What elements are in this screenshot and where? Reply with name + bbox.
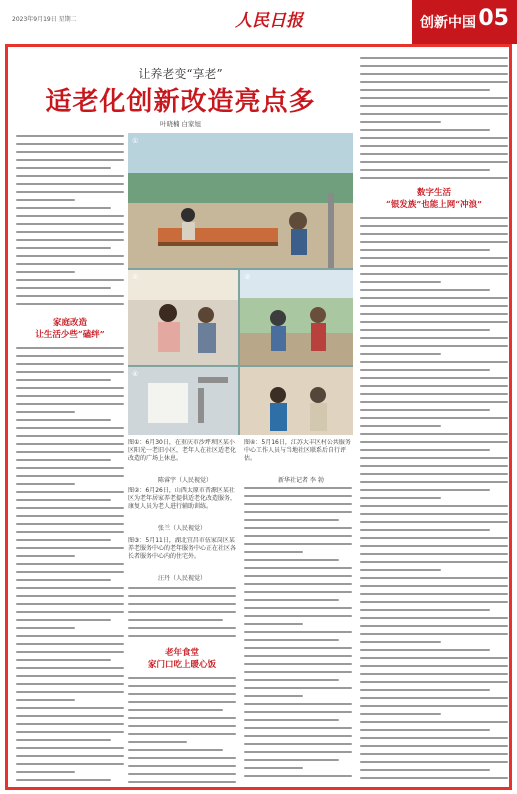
- text-line: [244, 503, 352, 505]
- text-line: [16, 279, 124, 281]
- text-line: [360, 601, 508, 603]
- text-line: [244, 567, 352, 569]
- text-line: [360, 353, 441, 355]
- text-line: [360, 753, 508, 755]
- text-line: [360, 673, 508, 675]
- text-line: [244, 751, 352, 753]
- text-line: [16, 403, 124, 405]
- text-line: [244, 511, 352, 513]
- text-line: [16, 627, 75, 629]
- text-line: [360, 625, 508, 627]
- text-line: [360, 513, 508, 515]
- text-line: [16, 619, 111, 621]
- text-line: [360, 689, 490, 691]
- text-line: [16, 475, 124, 477]
- text-line: [128, 741, 187, 743]
- text-line: [360, 721, 508, 723]
- text-line: [244, 591, 352, 593]
- text-line: [360, 633, 508, 635]
- body-column-left-top: [16, 135, 124, 315]
- text-line: [16, 271, 75, 273]
- text-line: [360, 777, 508, 779]
- text-line: [360, 473, 508, 475]
- text-line: [16, 295, 124, 297]
- photo-label-1: ①: [132, 137, 139, 145]
- text-line: [360, 393, 508, 395]
- text-line: [244, 559, 339, 561]
- text-line: [360, 257, 508, 259]
- text-line: [244, 663, 352, 665]
- text-line: [16, 411, 75, 413]
- text-line: [360, 129, 490, 131]
- article-frame: [5, 44, 512, 790]
- text-line: [360, 649, 490, 651]
- text-line: [360, 697, 508, 699]
- text-line: [360, 545, 508, 547]
- text-line: [244, 655, 352, 657]
- text-line: [16, 779, 111, 781]
- text-line: [360, 177, 508, 179]
- text-line: [16, 435, 124, 437]
- text-line: [16, 355, 124, 357]
- text-line: [244, 623, 303, 625]
- body-column-right-top: [360, 57, 508, 182]
- text-line: [16, 175, 124, 177]
- text-line: [360, 761, 508, 763]
- column-name: 创新中国: [420, 15, 476, 31]
- page-number: 05: [478, 6, 509, 31]
- text-line: [128, 749, 223, 751]
- text-line: [360, 289, 490, 291]
- text-line: [16, 771, 75, 773]
- text-line: [360, 441, 508, 443]
- newspaper-logo: 人民日报: [235, 11, 303, 31]
- text-line: [244, 695, 303, 697]
- text-line: [244, 527, 352, 529]
- text-line: [360, 465, 508, 467]
- text-line: [16, 443, 124, 445]
- text-line: [360, 417, 508, 419]
- text-line: [128, 765, 236, 767]
- text-line: [128, 709, 223, 711]
- text-line: [16, 539, 111, 541]
- text-line: [360, 73, 508, 75]
- caption-3-credit: 汪丹（人民视觉）: [158, 575, 207, 582]
- text-line: [16, 363, 124, 365]
- caption-2: 图②：6月26日，山西太原市晋源区某社区为老年居家养老提供适老化改造服务，康复人员为老人进行辅助训练。: [128, 487, 237, 510]
- photo-label-3: ③: [244, 273, 251, 281]
- text-line: [16, 263, 124, 265]
- text-line: [16, 763, 124, 765]
- text-line: [360, 737, 508, 739]
- issue-date: 2023年9月19日 星期二: [12, 16, 77, 23]
- text-line: [244, 647, 352, 649]
- text-line: [360, 553, 508, 555]
- text-line: [16, 159, 124, 161]
- masthead: [0, 0, 517, 44]
- photo-label-4: ④: [132, 370, 139, 378]
- text-line: [16, 427, 124, 429]
- text-line: [244, 679, 339, 681]
- photo-illustration: [128, 133, 353, 435]
- text-line: [360, 745, 508, 747]
- text-line: [16, 167, 111, 169]
- text-line: [360, 489, 490, 491]
- text-line: [16, 371, 124, 373]
- text-line: [360, 537, 508, 539]
- text-line: [360, 505, 508, 507]
- text-line: [128, 619, 223, 621]
- text-line: [244, 703, 352, 705]
- text-line: [360, 561, 508, 563]
- text-line: [244, 495, 352, 497]
- text-line: [360, 433, 508, 435]
- text-line: [244, 687, 352, 689]
- text-line: [360, 217, 508, 219]
- text-line: [360, 145, 508, 147]
- text-line: [244, 631, 352, 633]
- text-line: [360, 681, 508, 683]
- text-line: [360, 337, 508, 339]
- text-line: [128, 773, 236, 775]
- text-line: [128, 677, 236, 679]
- text-line: [244, 727, 352, 729]
- text-line: [16, 483, 75, 485]
- body-column-mid-c: [244, 487, 352, 787]
- subhead-canteen-text: 老年食堂 家门口吃上暖心饭: [147, 648, 216, 670]
- text-line: [360, 593, 508, 595]
- text-line: [360, 497, 441, 499]
- text-line: [360, 65, 508, 67]
- text-line: [16, 587, 124, 589]
- text-line: [16, 723, 124, 725]
- text-line: [16, 555, 75, 557]
- subhead-home-renovation-text: 家庭改造 让生活少些“磕绊”: [35, 318, 105, 340]
- text-line: [16, 715, 124, 717]
- text-line: [360, 385, 508, 387]
- text-line: [128, 685, 236, 687]
- text-line: [16, 675, 124, 677]
- text-line: [16, 303, 124, 305]
- text-line: [16, 499, 111, 501]
- text-line: [16, 255, 124, 257]
- text-line: [128, 627, 236, 629]
- text-line: [360, 361, 508, 363]
- text-line: [360, 281, 441, 283]
- text-line: [16, 379, 111, 381]
- body-column-mid-a: [128, 587, 236, 642]
- text-line: [128, 701, 236, 703]
- text-line: [244, 551, 303, 553]
- text-line: [16, 643, 124, 645]
- text-line: [360, 729, 490, 731]
- photo-label-2: ②: [132, 273, 139, 281]
- text-line: [360, 529, 490, 531]
- text-line: [16, 135, 124, 137]
- text-line: [128, 693, 236, 695]
- text-line: [244, 735, 352, 737]
- text-line: [244, 575, 352, 577]
- body-column-mid-b: [128, 677, 236, 787]
- text-line: [360, 161, 508, 163]
- text-line: [244, 767, 303, 769]
- text-line: [244, 583, 352, 585]
- text-line: [360, 569, 441, 571]
- column-banner: [412, 0, 517, 44]
- caption-2-credit: 张兰（人民视觉）: [158, 525, 207, 532]
- text-line: [360, 665, 508, 667]
- text-line: [16, 207, 111, 209]
- subhead-digital-life: [360, 187, 508, 211]
- text-line: [16, 151, 124, 153]
- text-line: [128, 611, 236, 613]
- text-line: [16, 667, 124, 669]
- text-line: [16, 347, 124, 349]
- text-line: [16, 287, 111, 289]
- text-line: [16, 191, 124, 193]
- text-line: [16, 691, 124, 693]
- text-line: [360, 457, 508, 459]
- text-line: [244, 607, 352, 609]
- text-line: [16, 707, 124, 709]
- text-line: [360, 265, 508, 267]
- text-line: [16, 183, 124, 185]
- text-line: [16, 143, 124, 145]
- text-line: [16, 659, 111, 661]
- text-line: [244, 743, 352, 745]
- text-line: [360, 273, 508, 275]
- article-headline: 适老化创新改造亮点多: [45, 87, 316, 117]
- text-line: [128, 757, 236, 759]
- text-line: [360, 113, 508, 115]
- text-line: [360, 401, 508, 403]
- text-line: [244, 711, 352, 713]
- text-line: [16, 507, 124, 509]
- text-line: [360, 97, 508, 99]
- text-line: [16, 683, 124, 685]
- text-line: [16, 731, 124, 733]
- text-line: [16, 531, 124, 533]
- text-line: [360, 121, 441, 123]
- text-line: [360, 713, 441, 715]
- text-line: [360, 57, 508, 59]
- text-line: [360, 169, 490, 171]
- text-line: [16, 523, 124, 525]
- text-line: [244, 639, 339, 641]
- subhead-canteen: [128, 647, 236, 671]
- text-line: [360, 345, 508, 347]
- text-line: [16, 239, 124, 241]
- text-line: [244, 615, 352, 617]
- text-line: [360, 425, 441, 427]
- text-line: [16, 467, 124, 469]
- text-line: [128, 635, 236, 637]
- subhead-home-renovation: [16, 317, 124, 341]
- text-line: [360, 241, 508, 243]
- text-line: [360, 249, 490, 251]
- text-line: [360, 585, 508, 587]
- text-line: [128, 725, 236, 727]
- text-line: [16, 231, 124, 233]
- text-line: [360, 233, 508, 235]
- text-line: [16, 451, 124, 453]
- text-line: [16, 395, 124, 397]
- text-line: [244, 543, 352, 545]
- text-line: [360, 705, 508, 707]
- text-line: [360, 137, 508, 139]
- text-line: [16, 515, 124, 517]
- text-line: [244, 535, 352, 537]
- text-line: [16, 651, 124, 653]
- text-line: [16, 223, 124, 225]
- text-line: [360, 769, 490, 771]
- caption-1-credit: 陈睿宇（人民视觉）: [158, 477, 213, 484]
- caption-4-credit: 新华社记者 李 勃: [278, 477, 324, 484]
- text-line: [128, 603, 236, 605]
- text-line: [360, 521, 508, 523]
- text-line: [16, 571, 124, 573]
- text-line: [16, 547, 124, 549]
- text-line: [360, 449, 490, 451]
- text-line: [360, 313, 508, 315]
- text-line: [16, 579, 111, 581]
- photo-collage: [128, 133, 353, 435]
- text-line: [244, 671, 352, 673]
- text-line: [244, 775, 352, 777]
- text-line: [16, 215, 124, 217]
- text-line: [16, 611, 124, 613]
- text-line: [360, 617, 508, 619]
- text-line: [360, 409, 490, 411]
- text-line: [360, 657, 508, 659]
- text-line: [360, 153, 508, 155]
- text-line: [16, 699, 75, 701]
- text-line: [360, 321, 508, 323]
- subhead-digital-life-text: 数字生活 “银发族”也能上网“冲浪”: [385, 188, 483, 210]
- text-line: [128, 595, 236, 597]
- article-byline: 叶晓楠 白家旭: [159, 120, 202, 128]
- text-line: [16, 755, 124, 757]
- text-line: [128, 781, 236, 783]
- text-line: [244, 599, 339, 601]
- text-line: [128, 717, 236, 719]
- text-line: [16, 387, 124, 389]
- text-line: [360, 641, 441, 643]
- text-line: [16, 247, 111, 249]
- text-line: [360, 481, 508, 483]
- text-line: [16, 491, 124, 493]
- text-line: [16, 563, 124, 565]
- text-line: [360, 609, 490, 611]
- text-line: [360, 297, 508, 299]
- text-line: [360, 329, 490, 331]
- body-column-right-bottom: [360, 217, 508, 787]
- text-line: [360, 577, 508, 579]
- text-line: [360, 225, 508, 227]
- article-kicker: 让养老变“享老”: [138, 67, 223, 81]
- text-line: [16, 635, 124, 637]
- text-line: [360, 369, 490, 371]
- text-line: [244, 719, 339, 721]
- text-line: [128, 587, 236, 589]
- text-line: [16, 603, 124, 605]
- text-line: [16, 419, 111, 421]
- text-line: [244, 759, 339, 761]
- text-line: [360, 105, 508, 107]
- text-line: [16, 459, 111, 461]
- text-line: [128, 733, 236, 735]
- caption-3: 图③：5月11日，湖北宜昌市伍家岗区某养老服务中心的老年服务中心正在社区各长者服务中心内的住宅外。: [128, 537, 237, 560]
- body-column-left-bottom: [16, 347, 124, 787]
- text-line: [16, 747, 124, 749]
- text-line: [244, 487, 352, 489]
- text-line: [16, 595, 124, 597]
- text-line: [360, 305, 508, 307]
- text-line: [360, 89, 490, 91]
- caption-1: 图①：6月30日，在重庆市沙坪坝区某小区阳光一老旧小区，老年人在社区适老化改造的广场上休息。: [128, 439, 237, 462]
- text-line: [244, 519, 339, 521]
- text-line: [16, 199, 75, 201]
- caption-4: 图④：5月16日，江苏大丰区村公共服务中心工作人员与当地社区联系后自行评估。: [244, 439, 351, 462]
- text-line: [16, 739, 111, 741]
- text-line: [360, 377, 508, 379]
- text-line: [360, 81, 508, 83]
